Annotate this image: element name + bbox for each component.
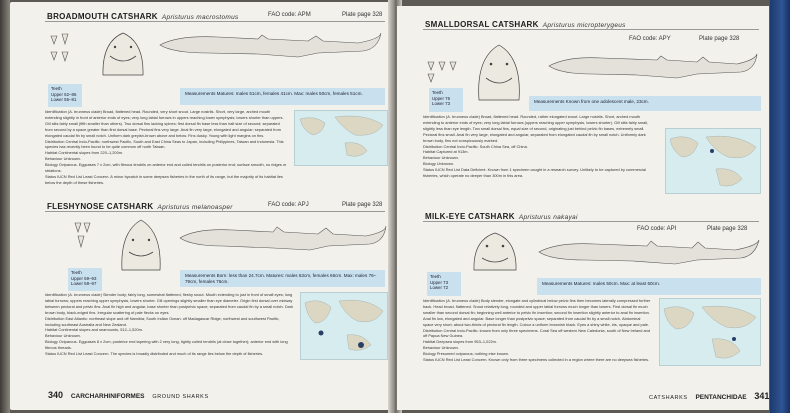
measurements-box: Measurements Known from one adolescent male, 23cm. — [529, 96, 761, 111]
measurements-box: Measurements Born: less than 24.7cm. Matures: males 63cm, females 66cm. Max: males 76–79cm, females 76cm. — [180, 270, 385, 287]
distribution-text: Distribution Central Indo-Pacific: known from only three specimens. Coral Sea off western New Caledonia, south of New Ireland and off Papua New Guinea. — [423, 327, 650, 339]
measurements-box: Measurements Matures: males 50cm. Max: at least 60cm. — [537, 278, 761, 295]
behaviour-text: Behaviour Unknown. — [423, 345, 459, 351]
teeth-title: Teeth — [51, 86, 62, 91]
teeth-lower: Lower 58–97 — [71, 281, 97, 287]
tooth-illustration — [48, 32, 76, 66]
identification-text: Identification (A. brunneus clade) Broad, flattened head. Rounded, rather elongated snout. Large nostrils. Short, arched mouth extending to anterior ends of eyes; very long labial furrows (uppers reaching upper symphysis, lowers shorter). Gill slits fairly small, slightly less than eye length. Two small dorsal fins, equal size of second, originating just behind pelvic fin bases, extremely small. Pectoral fins small. Anal fin very large, elongated and angular, separated from elongated caudal fin by small notch. Uniformly dark brown body, fins not conspicuously marked. — [423, 114, 649, 143]
teeth-count-box — [68, 268, 102, 291]
species-entry — [10, 198, 393, 388]
species-entry — [397, 196, 769, 386]
teeth-title: Teeth — [432, 90, 443, 95]
teeth-title: Teeth — [71, 270, 82, 275]
biology-text: Biology Presumed oviparous; nothing else known. — [423, 351, 510, 357]
behaviour-text: Behaviour Unknown. — [45, 156, 81, 162]
species-name: SMALLDORSAL CATSHARK Apristurus micropterygeus — [425, 20, 626, 29]
habitat-text: Habitat Continental slopes from 220–1,200m. — [45, 150, 124, 156]
teeth-upper: Upper 62–86 — [51, 91, 77, 97]
teeth-count-box — [427, 272, 461, 296]
tooth-illustration — [72, 220, 94, 250]
page-footer — [649, 391, 769, 401]
shark-head-ventral-illustration — [116, 218, 166, 274]
measurements-box: Measurements Matures: males 51cm, females 41cm. Max: males 50cm, females 51cm. — [180, 88, 385, 105]
scientific-name: Apristurus melanoasper — [157, 204, 233, 211]
page-number: 341 — [754, 391, 769, 401]
behaviour-text: Behaviour Unknown. — [423, 155, 459, 161]
shark-head-ventral-illustration — [473, 42, 525, 104]
shark-lateral-illustration — [178, 222, 388, 258]
distribution-text: Distribution East Atlantic: northeast slope and off Namibia; South Indian Ocean: off Madagascar Ridge; northwest and southwest Pacific, including southeast Australia and New Zealand. — [45, 315, 280, 327]
teeth-title: Teeth — [430, 274, 441, 279]
right-page — [397, 6, 769, 410]
page-stack-edge — [0, 0, 10, 413]
fao-code: FAO code: API — [637, 226, 677, 232]
footer-order: PENTANCHIDAE — [695, 394, 747, 401]
footer-group: CATSHARKS — [649, 395, 688, 401]
shark-head-ventral-illustration — [469, 230, 521, 274]
species-entry — [397, 6, 769, 206]
behaviour-text: Behaviour Unknown. — [45, 333, 81, 339]
habitat-text: Habitat Captured at 913m. — [423, 149, 469, 155]
plate-reference: Plate page 328 — [707, 226, 748, 232]
shark-lateral-illustration — [547, 46, 759, 86]
status-text: Status IUCN Red List Least Concern. A minor bycatch in some deepsea fisheries in the north of its range, but the majority of its habitat lies below the depth of these fisheries. — [45, 173, 283, 185]
fao-code: FAO code: APJ — [268, 202, 309, 208]
teeth-upper: Upper 76 — [432, 95, 451, 101]
species-description — [45, 292, 295, 357]
species-name: MILK-EYE CATSHARK Apristurus nakayai — [425, 212, 578, 221]
distribution-map — [300, 292, 388, 360]
species-description — [423, 114, 655, 179]
distribution-map — [294, 110, 388, 166]
biology-text: Biology Oviparous. Eggcases 8 x 2cm; posterior end tapering with 2 very long, tightly coiled tendrils (at close together); anterior end with long fibrous threads. — [45, 339, 288, 351]
species-description — [45, 109, 287, 186]
habitat-text: Habitat Continental slopes and seamounts, 512–1,520m. — [45, 327, 143, 333]
species-description — [423, 298, 651, 363]
status-text: Status IUCN Red List Least Concern. Known only from three specimens collected in a region where there are no deepsea fisheries. — [423, 357, 650, 363]
scientific-name: Apristurus macrostomus — [161, 14, 239, 21]
distribution-text: Distribution Central Indo-Pacific: South China Sea, off China. — [423, 143, 528, 149]
species-entry — [10, 2, 393, 202]
identification-text: Identification (A. brunneus clade) Body slender, elongate and cylindrical below pelvic fins then becomes laterally compressed further back. Head broad, flattened. Snout relatively long, rounded and upper labial furrows much longer than lowers. First dorsal fin much smaller than second dorsal fin; beginning well anterior to pelvic fin insertion; second fin insertion slightly anterior to anal fin insertion. Anal fin low, elongated and angular. Base longer than postpelvic space; separated from caudal fin by a small notch. Abdominal space very short; about two-thirds of pectoral fin length. Colour a uniform brownish black. Eyes a shiny white, iris, opaque and pale. — [423, 298, 651, 327]
species-name: BROADMOUTH CATSHARK Apristurus macrostomus — [47, 12, 239, 21]
page-footer — [48, 390, 209, 400]
plate-reference: Plate page 328 — [342, 12, 383, 18]
teeth-count-box — [48, 84, 82, 107]
shark-lateral-illustration — [537, 234, 761, 270]
species-name: FLESHYNOSE CATSHARK Apristurus melanoasper — [47, 202, 233, 211]
distribution-text: Distribution Central Indo-Pacific: northwest Pacific, South and East China Seas to Japan, including Philippines, Taiwan and Indonesia. This species has recently been found to be quite common off north Taiwan. — [45, 138, 284, 150]
teeth-lower: Lower 73 — [432, 101, 451, 107]
shark-head-ventral-illustration — [98, 30, 148, 80]
footer-order: CARCHARHINIFORMES — [70, 393, 145, 400]
status-text: Status IUCN Red List Least Concern. The species is broadly distributed and much of its range lies below the depth of fisheries. — [45, 351, 264, 357]
fao-code: FAO code: APM — [268, 12, 311, 18]
identification-text: Identification (A. brunneus clade) Slender body; fairly long, somewhat flattened, fleshy snout. Mouth extending to just in front of small eyes; long labial furrows; uppers reaching upper symphysis, lowers shorter. Gill openings slightly smaller than eye diameter. Origin first dorsal over midway between pectoral and pelvic fins. Anal fin high and angular, base shorter than postpelvic space; separated from caudal fin by a small notch. Dark brown body, black-edged fins. Irregular scattering of pale flecks on eyes. — [45, 292, 294, 315]
left-page — [10, 2, 393, 410]
teeth-lower: Lower 55–81 — [51, 97, 77, 103]
tooth-illustration — [425, 58, 461, 86]
plate-reference: Plate page 328 — [699, 36, 740, 42]
fao-code: FAO code: APY — [629, 36, 671, 42]
scientific-name: Apristurus micropterygeus — [542, 22, 626, 29]
status-text: Status IUCN Red List Data Deficient. Known from 1 specimen caught in a research survey. Unlikely to be captured by commercial fisheries, which operate no deeper than 300m in this area. — [423, 167, 646, 179]
page-number: 340 — [48, 390, 64, 400]
book-cover-edge — [770, 0, 790, 413]
teeth-count-box — [429, 88, 463, 112]
biology-text: Biology Oviparous. Eggcases 7 x 2cm, with fibrous tendrils on anterior end and coiled tendrils on posterior end; surface smooth, no ridges or striations. — [45, 162, 287, 174]
habitat-text: Habitat Deepsea slopes from 953–1,022m. — [423, 339, 497, 345]
plate-reference: Plate page 328 — [342, 202, 383, 208]
identification-text: Identification (A. brunneus clade) Broad, flattened head. Rounded, very short snout. Large nostrils. Short, very large, arched mouth extending slightly in front of anterior ends of eyes; very long labial furrows in uppers reaching lower symphysis; lowers shorter than uppers. Gill slits fairly small (fifth smaller than others). Two dorsal fins lacking spines; first dorsal fin base less than half size of second; separated from second by a space greater than first dorsal base. Pectoral fins very large. Anal fin very large, elongated and angular; separated from elongated caudal fin by small notch. Uniform dark greyish-brown above and below. Fins dusky. Young with light margins on fins. — [45, 109, 284, 138]
teeth-upper: Upper 59–93 — [71, 275, 97, 281]
distribution-map — [659, 298, 761, 366]
scientific-name: Apristurus nakayai — [518, 214, 578, 221]
biology-text: Biology Unknown. — [423, 161, 455, 167]
teeth-lower: Lower 72 — [430, 285, 449, 291]
teeth-upper: Upper 73 — [430, 279, 449, 285]
footer-group: GROUND SHARKS — [152, 394, 209, 400]
distribution-map — [665, 128, 761, 194]
shark-lateral-illustration — [158, 27, 383, 67]
